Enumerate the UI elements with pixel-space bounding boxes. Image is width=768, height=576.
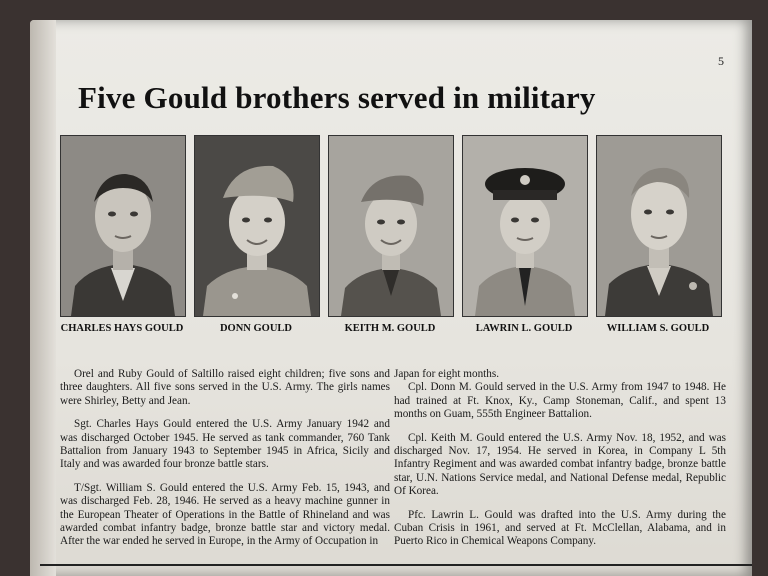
caption-charles: CHARLES HAYS GOULD <box>60 323 184 334</box>
article-left-column <box>60 368 390 549</box>
caption-keith: KEITH M. GOULD <box>344 323 436 334</box>
portrait-photo-donn <box>194 135 320 317</box>
portrait-photo-lawrin <box>462 135 588 317</box>
paragraph-william: T/Sgt. William S. Gould entered the U.S. Army Feb. 15, 1943, and was discharged Feb. 28, 1946. He served as a heavy machine gunner in the European Theater of Operations in the Battle of Rhineland and was awarded combat infantry badge, bronze battle star and victory medal. After the war ended he served in Europe, in the Army of Occupation in <box>60 481 390 548</box>
paragraph-keith: Cpl. Keith M. Gould entered the U.S. Army Nov. 18, 1952, and was discharged Nov. 17, 1954. He served in Korea, in Company L 5th Infantry Regiment and was awarded combat infantry badge, bronze battle star, U.N. Nations Service medal, and National Defense medal, Republic Of Korea. <box>394 431 726 498</box>
portrait-photo-william <box>596 135 722 317</box>
book-page <box>30 20 752 576</box>
book-spine <box>30 20 56 576</box>
bottom-rule <box>40 564 752 566</box>
paragraph-intro: Orel and Ruby Gould of Saltillo raised eight children; five sons and three daughters. All five sons served in the U.S. Army. The girls names were Shirley, Betty and Jean. <box>60 368 390 407</box>
caption-donn: DONN GOULD <box>219 323 293 334</box>
headline: Five Gould brothers served in military <box>78 80 596 115</box>
paragraph-donn: Cpl. Donn M. Gould served in the U.S. Army from 1947 to 1948. He had trained at Ft. Knox, Ky., Camp Stoneman, Calif., and spent 13 months on Guam, 555th Engineer Battalion. <box>394 381 726 421</box>
page-number: 5 <box>718 54 724 68</box>
paragraph-charles: Sgt. Charles Hays Gould entered the U.S. Army January 1942 and was discharged October 1945. He served as tank commander, 760 Tank Battalion from January 1943 to September 1945 in Africa, Sicily and Italy and was awarded four bronze battle stars. <box>60 418 390 471</box>
photo-row <box>60 135 730 355</box>
paragraph-william-continued: Japan for eight months. <box>394 368 500 380</box>
paragraph-lawrin: Pfc. Lawrin L. Gould was drafted into the U.S. Army during the Cuban Crisis in 1961, and served at Ft. McClellan, Alabama, and in Puerto Rico in Chemical Weapons Company. <box>394 508 726 548</box>
portrait-photo-charles <box>60 135 186 317</box>
caption-william: WILLIAM S. GOULD <box>606 323 710 334</box>
caption-lawrin: LAWRIN L. GOULD <box>475 323 573 334</box>
article-right-column <box>394 368 726 549</box>
portrait-photo-keith <box>328 135 454 317</box>
